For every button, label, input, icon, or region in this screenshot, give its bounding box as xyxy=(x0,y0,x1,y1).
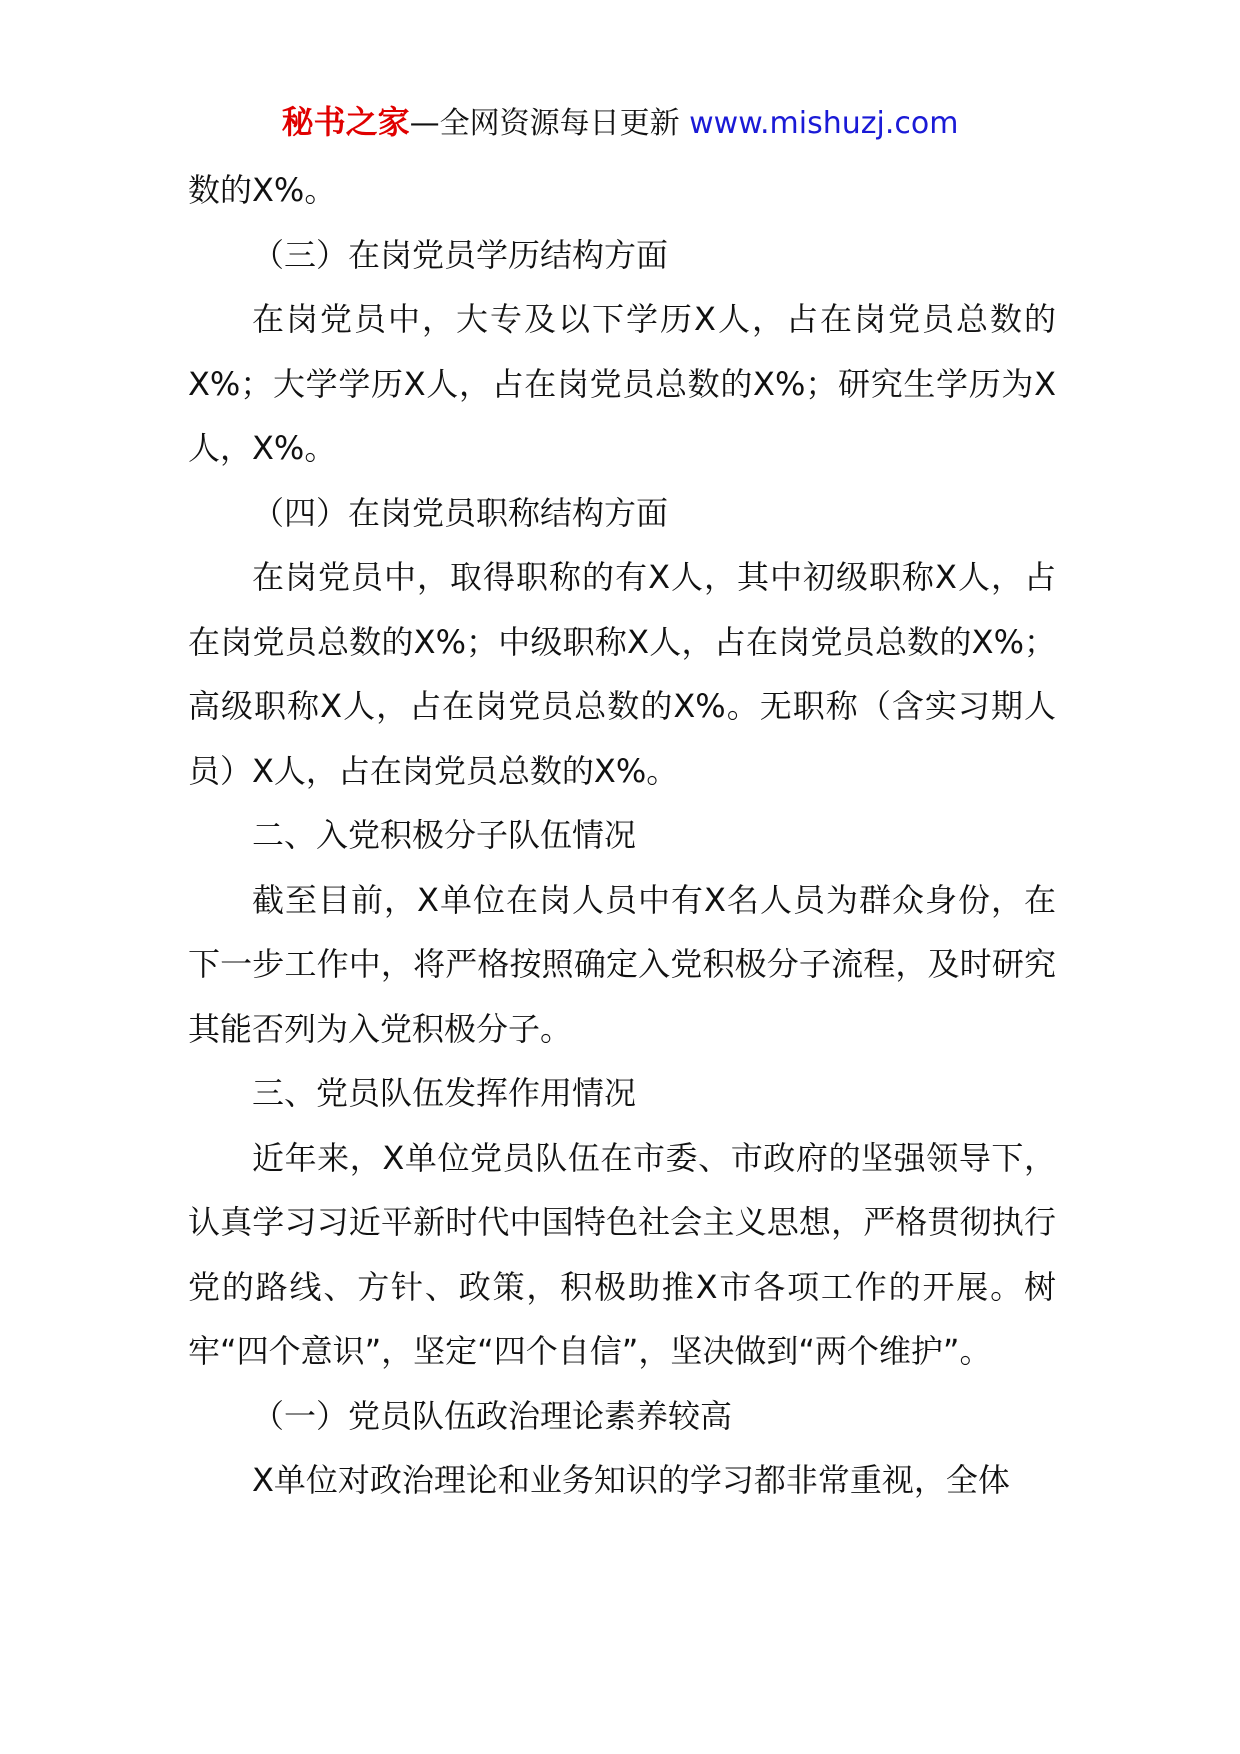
paragraph-titles: 在岗党员中，取得职称的有X人，其中初级职称X人，占在岗党员总数的X%；中级职称X人，占在岗党员总数的X%；高级职称X人，占在岗党员总数的X%。无职称（含实习期人员）X人，占在岗党员总数的X%。 xyxy=(188,558,1056,790)
section-heading-activists: 二、入党积极分子队伍情况 xyxy=(252,816,637,854)
paragraph-continuation: 数的X%。 xyxy=(188,171,337,209)
section-heading-education: （三）在岗党员学历结构方面 xyxy=(252,235,669,274)
paragraph-role: 近年来，X单位党员队伍在市委、市政府的坚强领导下，认真学习习近平新时代中国特色社会主义思想，严格贯彻执行党的路线、方针、政策，积极助推X市各项工作的开展。树牢“四个意识”，坚定“四个自信”，坚决做到“两个维护”。 xyxy=(188,1138,1056,1370)
document-body xyxy=(188,158,1056,1513)
site-header xyxy=(0,100,1240,146)
brand-name: 秘书之家 xyxy=(281,103,410,141)
header-tagline: —全网资源每日更新 xyxy=(409,106,680,141)
site-url-link[interactable]: www.mishuzj.com xyxy=(689,106,959,141)
section-heading-titles: （四）在岗党员职称结构方面 xyxy=(252,493,669,532)
paragraph-education: 在岗党员中，大专及以下学历X人，占在岗党员总数的X%；大学学历X人，占在岗党员总数的X%；研究生学历为X人，X%。 xyxy=(188,300,1056,467)
paragraph-theory: X单位对政治理论和业务知识的学习都非常重视，全体 xyxy=(252,1461,1010,1499)
section-heading-role: 三、党员队伍发挥作用情况 xyxy=(252,1074,637,1112)
section-heading-theory: （一）党员队伍政治理论素养较高 xyxy=(252,1396,733,1435)
paragraph-activists: 截至目前，X单位在岗人员中有X名人员为群众身份，在下一步工作中，将严格按照确定入党积极分子流程，及时研究其能否列为入党积极分子。 xyxy=(188,880,1056,1048)
